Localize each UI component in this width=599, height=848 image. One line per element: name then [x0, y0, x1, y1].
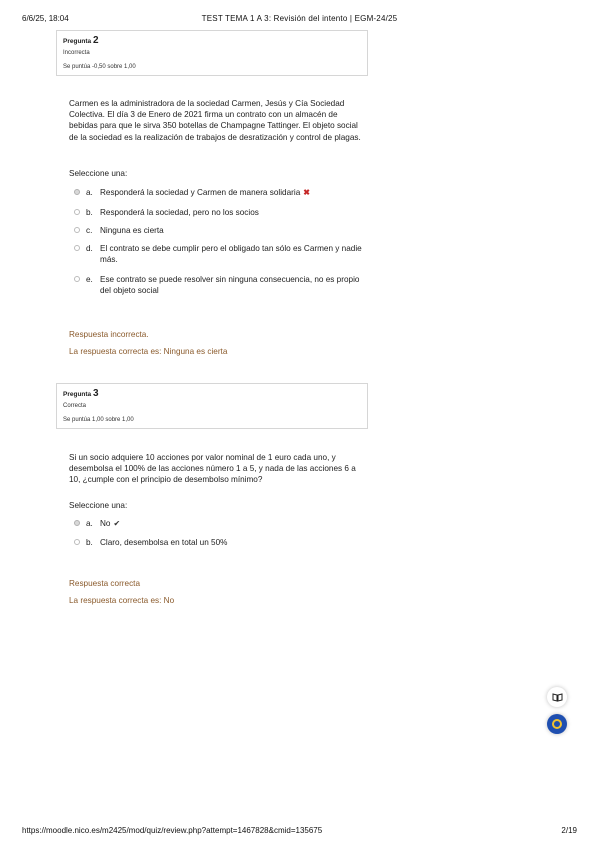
question-info-3: [56, 383, 368, 429]
page-number: 2/19: [561, 826, 577, 835]
select-prompt: Seleccione una:: [69, 169, 128, 178]
option-text: Ese contrato se puede resolver sin ninguna consecuencia, no es propio del objeto social: [100, 275, 360, 296]
book-icon[interactable]: [547, 687, 567, 707]
radio-button[interactable]: [74, 539, 80, 545]
option-text: Ninguna es cierta: [100, 226, 164, 235]
question-text: Si un socio adquiere 10 acciones por valor nominal de 1 euro cada uno, y desembolsa el 100% de las acciones número 1 a 5, y nada de las acciones 6 a 10, ¿cumple con el principio de desembolso mínimo?: [69, 453, 356, 485]
option-text: El contrato se debe cumplir pero el obligado tan sólo es Carmen y nadie más.: [100, 244, 362, 265]
book-icon-glyph: [552, 693, 563, 702]
radio-button[interactable]: [74, 189, 80, 195]
right-answer-text: La respuesta correcta es: Ninguna es cierta: [69, 347, 228, 356]
question-grade: Se puntúa 1,00 sobre 1,00: [63, 417, 134, 423]
question-state: Incorrecta: [63, 50, 90, 56]
assistant-icon-glyph: [551, 718, 563, 730]
print-title: TEST TEMA 1 A 3: Revisión del intento | EGM-24/25: [201, 14, 398, 23]
feedback-text: Respuesta correcta: [69, 579, 140, 588]
question-heading: [63, 35, 361, 46]
check-icon: ✔: [113, 519, 121, 528]
question-text: Carmen es la administradora de la sociedad Carmen, Jesús y Cía Sociedad Colectiva. El día 3 de Enero de 2021 firma un contrato con un almacén de bebidas para que le sirva 350 botellas de Champagne Tattinger. El objeto social de la sociedad es la realización de trabajos de desratización y control de plagas.: [69, 99, 361, 142]
question-grade: Se puntúa -0,50 sobre 1,00: [63, 64, 136, 70]
question-label: Pregunta: [63, 38, 92, 45]
option-letter: c.: [86, 226, 93, 235]
radio-button[interactable]: [74, 520, 80, 526]
assistant-icon[interactable]: [547, 714, 567, 734]
question-number: 2: [92, 35, 99, 46]
incorrect-icon: ✖: [303, 188, 311, 197]
option-letter: a.: [86, 188, 93, 197]
option-text: Claro, desembolsa en total un 50%: [100, 538, 228, 547]
right-answer-text: La respuesta correcta es: No: [69, 596, 175, 605]
select-prompt: Seleccione una:: [69, 501, 128, 510]
option-letter: b.: [86, 208, 93, 217]
page-url: https://moodle.nico.es/m2425/mod/quiz/review.php?attempt=1467828&cmid=135675: [22, 826, 323, 835]
radio-button[interactable]: [74, 276, 80, 282]
question-state: Correcta: [63, 403, 87, 409]
option-letter: d.: [86, 244, 93, 253]
question-number: 3: [92, 388, 99, 399]
option-letter: a.: [86, 519, 93, 528]
option-letter: b.: [86, 538, 93, 547]
option-letter: e.: [86, 275, 93, 284]
feedback-text: Respuesta incorrecta.: [69, 330, 149, 339]
radio-button[interactable]: [74, 245, 80, 251]
option-text: Responderá la sociedad y Carmen de manera solidaria ✖: [100, 188, 311, 197]
question-info-2: [56, 30, 368, 76]
question-label: Pregunta: [63, 391, 92, 398]
radio-button[interactable]: [74, 227, 80, 233]
print-date: 6/6/25, 18:04: [22, 14, 69, 23]
question-heading: [63, 388, 361, 399]
option-text: Responderá la sociedad, pero no los socios: [100, 208, 259, 217]
radio-button[interactable]: [74, 209, 80, 215]
option-text: No ✔: [100, 519, 121, 528]
